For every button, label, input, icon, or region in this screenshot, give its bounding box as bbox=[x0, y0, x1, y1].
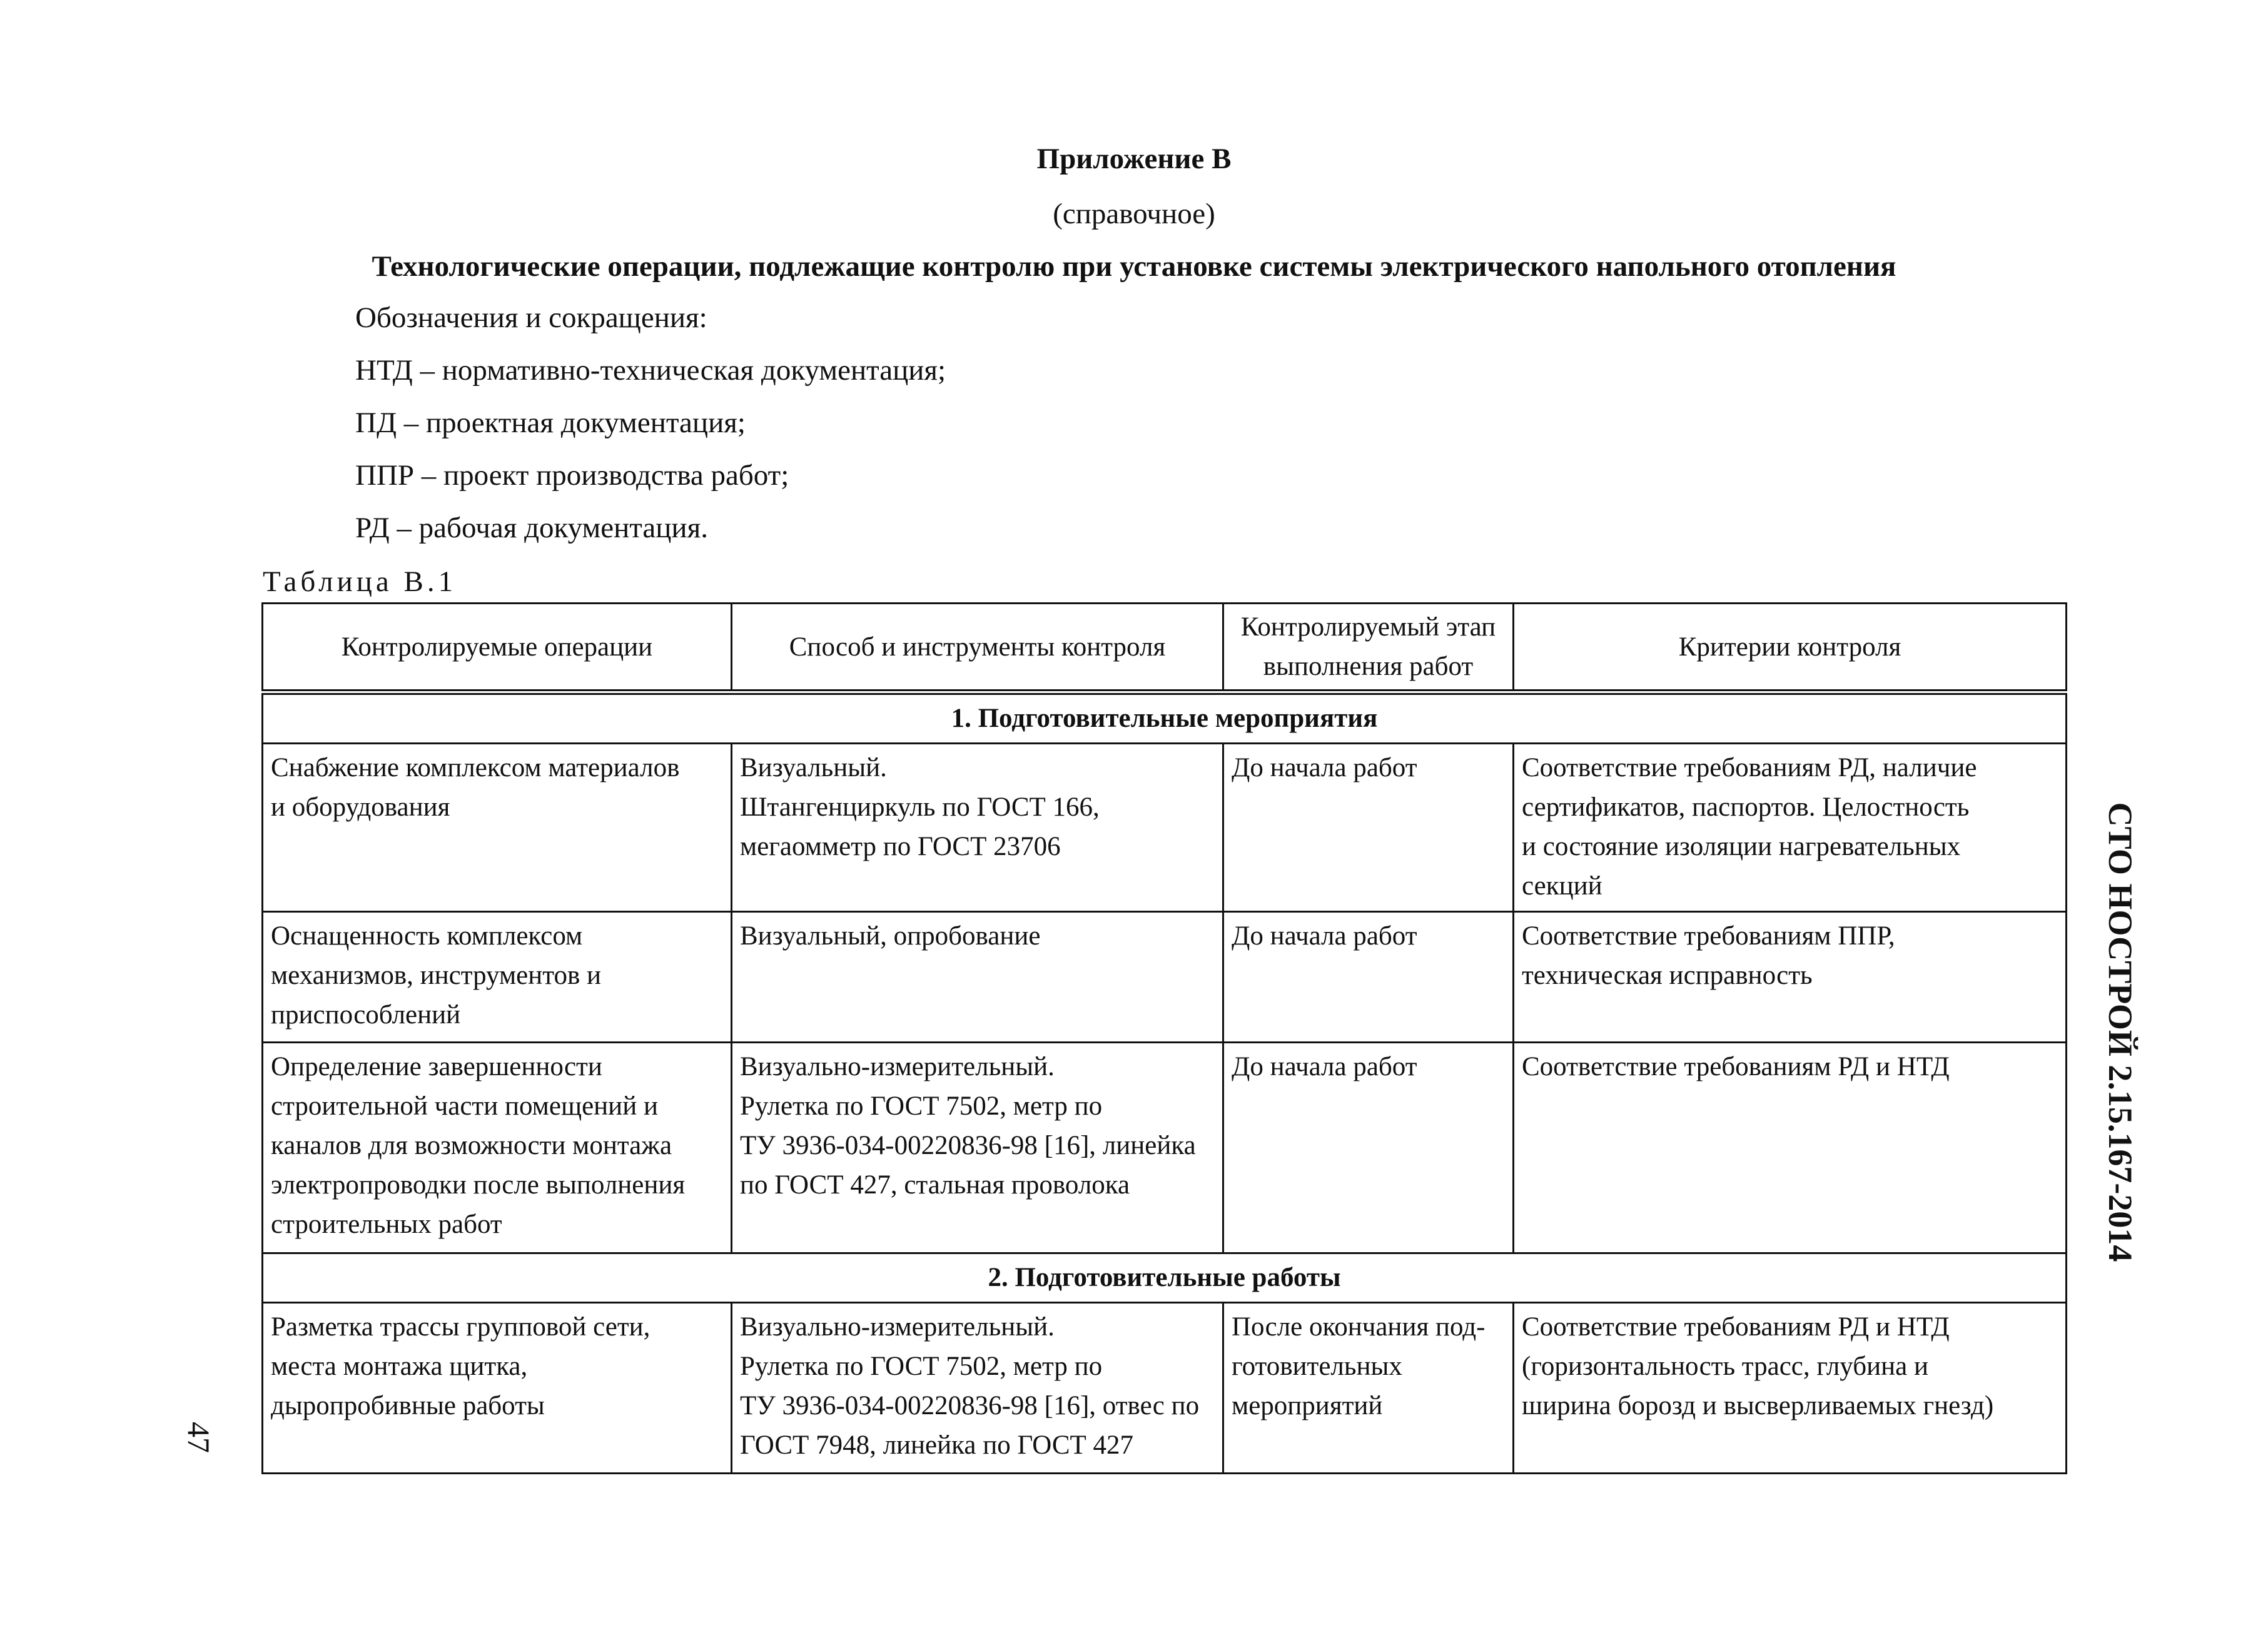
cell-method bbox=[732, 1043, 1223, 1253]
cell-criteria bbox=[1514, 744, 2067, 912]
cell-method bbox=[732, 744, 1223, 912]
table-caption: Таблица В.1 bbox=[263, 565, 457, 598]
cell-criteria bbox=[1514, 1043, 2067, 1253]
section-title: 2. Подготовительные работы bbox=[263, 1253, 2067, 1303]
page-number: 47 bbox=[181, 1422, 216, 1453]
column-header-operations: Контролируемые операции bbox=[263, 604, 732, 692]
appendix-heading: Технологические операции, подлежащие контролю при установке системы электрического напольного отопления bbox=[372, 250, 1896, 283]
cell-text-line: ТУ 3936-034-00220836-98 [16], отвес по bbox=[740, 1391, 1200, 1420]
abbreviation-item: ППР – проект производства работ; bbox=[355, 459, 789, 492]
cell-operation bbox=[263, 1043, 732, 1253]
section-title: 1. Подготовительные мероприятия bbox=[263, 692, 2067, 744]
cell-text-line: Соответствие требованиям РД, наличие bbox=[1522, 753, 1977, 782]
cell-text-line: Снабжение комплексом материалов bbox=[271, 753, 680, 782]
cell-text-line: по ГОСТ 427, стальная проволока bbox=[740, 1170, 1130, 1200]
cell-text-line: (горизонтальность трасс, глубина и bbox=[1522, 1352, 1928, 1381]
table-row bbox=[263, 1043, 2067, 1253]
appendix-title: Приложение В bbox=[1036, 143, 1232, 175]
control-table bbox=[261, 602, 2067, 1474]
cell-text-line: техническая исправность bbox=[1522, 961, 1813, 990]
table-row bbox=[263, 1303, 2067, 1474]
cell-text-line: Рулетка по ГОСТ 7502, метр по bbox=[740, 1091, 1103, 1121]
column-header-stage: Контролируемый этап выполнения работ bbox=[1223, 604, 1514, 692]
cell-text-line: Визуально-измерительный. bbox=[740, 1312, 1055, 1342]
cell-operation bbox=[263, 912, 732, 1043]
cell-method bbox=[732, 1303, 1223, 1474]
cell-text-line: Оснащенность комплексом bbox=[271, 921, 583, 951]
cell-text-line: и оборудования bbox=[271, 792, 450, 822]
table-row bbox=[263, 912, 2067, 1043]
cell-text-line: мегаомметр по ГОСТ 23706 bbox=[740, 832, 1061, 861]
cell-text-line: До начала работ bbox=[1232, 921, 1417, 951]
cell-text-line: сертификатов, паспортов. Целостность bbox=[1522, 792, 1970, 822]
cell-text-line: Штангенциркуль по ГОСТ 166, bbox=[740, 792, 1100, 822]
section-row bbox=[263, 1253, 2067, 1303]
cell-text-line: Визуальный. bbox=[740, 753, 887, 782]
cell-text-line: механизмов, инструментов и bbox=[271, 961, 602, 990]
abbreviation-item: НТД – нормативно-техническая документация; bbox=[355, 354, 946, 387]
abbreviation-item: РД – рабочая документация. bbox=[355, 512, 708, 544]
column-header-criteria: Критерии контроля bbox=[1514, 604, 2067, 692]
column-header-method: Способ и инструменты контроля bbox=[732, 604, 1223, 692]
document-code-label: СТО НОСТРОЙ 2.15.167-2014 bbox=[2102, 802, 2139, 1262]
cell-operation bbox=[263, 744, 732, 912]
abbreviations-intro: Обозначения и сокращения: bbox=[355, 301, 707, 334]
cell-text-line: секций bbox=[1522, 871, 1602, 901]
cell-text-line: Соответствие требованиям ППР, bbox=[1522, 921, 1895, 951]
cell-operation bbox=[263, 1303, 732, 1474]
cell-text-line: ширина борозд и высверливаемых гнезд) bbox=[1522, 1391, 1994, 1420]
cell-text-line: дыропробивные работы bbox=[271, 1391, 545, 1420]
cell-text-line: ТУ 3936-034-00220836-98 [16], линейка bbox=[740, 1131, 1196, 1160]
table-header-row bbox=[263, 604, 2067, 692]
appendix-note: (справочное) bbox=[1053, 198, 1215, 230]
cell-text-line: строительных работ bbox=[271, 1210, 502, 1239]
cell-criteria bbox=[1514, 912, 2067, 1043]
cell-text-line: ГОСТ 7948, линейка по ГОСТ 427 bbox=[740, 1430, 1134, 1460]
cell-criteria bbox=[1514, 1303, 2067, 1474]
cell-text-line: После окончания под- bbox=[1232, 1312, 1486, 1342]
cell-text-line: Визуально-измерительный. bbox=[740, 1052, 1055, 1081]
cell-text-line: места монтажа щитка, bbox=[271, 1352, 528, 1381]
abbreviation-item: ПД – проектная документация; bbox=[355, 407, 746, 439]
cell-text-line: готовительных bbox=[1232, 1352, 1402, 1381]
cell-text-line: мероприятий bbox=[1232, 1391, 1383, 1420]
cell-stage bbox=[1223, 1303, 1514, 1474]
cell-text-line: и состояние изоляции нагревательных bbox=[1522, 832, 1961, 861]
cell-text-line: каналов для возможности монтажа bbox=[271, 1131, 672, 1160]
cell-method bbox=[732, 912, 1223, 1043]
cell-text-line: Визуальный, опробование bbox=[740, 921, 1041, 951]
cell-text-line: Соответствие требованиям РД и НТД bbox=[1522, 1312, 1950, 1342]
cell-stage bbox=[1223, 1043, 1514, 1253]
cell-text-line: Разметка трассы групповой сети, bbox=[271, 1312, 651, 1342]
section-row bbox=[263, 692, 2067, 744]
cell-stage bbox=[1223, 912, 1514, 1043]
cell-text-line: строительной части помещений и bbox=[271, 1091, 658, 1121]
cell-stage bbox=[1223, 744, 1514, 912]
cell-text-line: Соответствие требованиям РД и НТД bbox=[1522, 1052, 1950, 1081]
cell-text-line: Определение завершенности bbox=[271, 1052, 602, 1081]
cell-text-line: Рулетка по ГОСТ 7502, метр по bbox=[740, 1352, 1103, 1381]
cell-text-line: До начала работ bbox=[1232, 1052, 1417, 1081]
table-row bbox=[263, 744, 2067, 912]
cell-text-line: электропроводки после выполнения bbox=[271, 1170, 686, 1200]
cell-text-line: До начала работ bbox=[1232, 753, 1417, 782]
cell-text-line: приспособлений bbox=[271, 1000, 461, 1030]
